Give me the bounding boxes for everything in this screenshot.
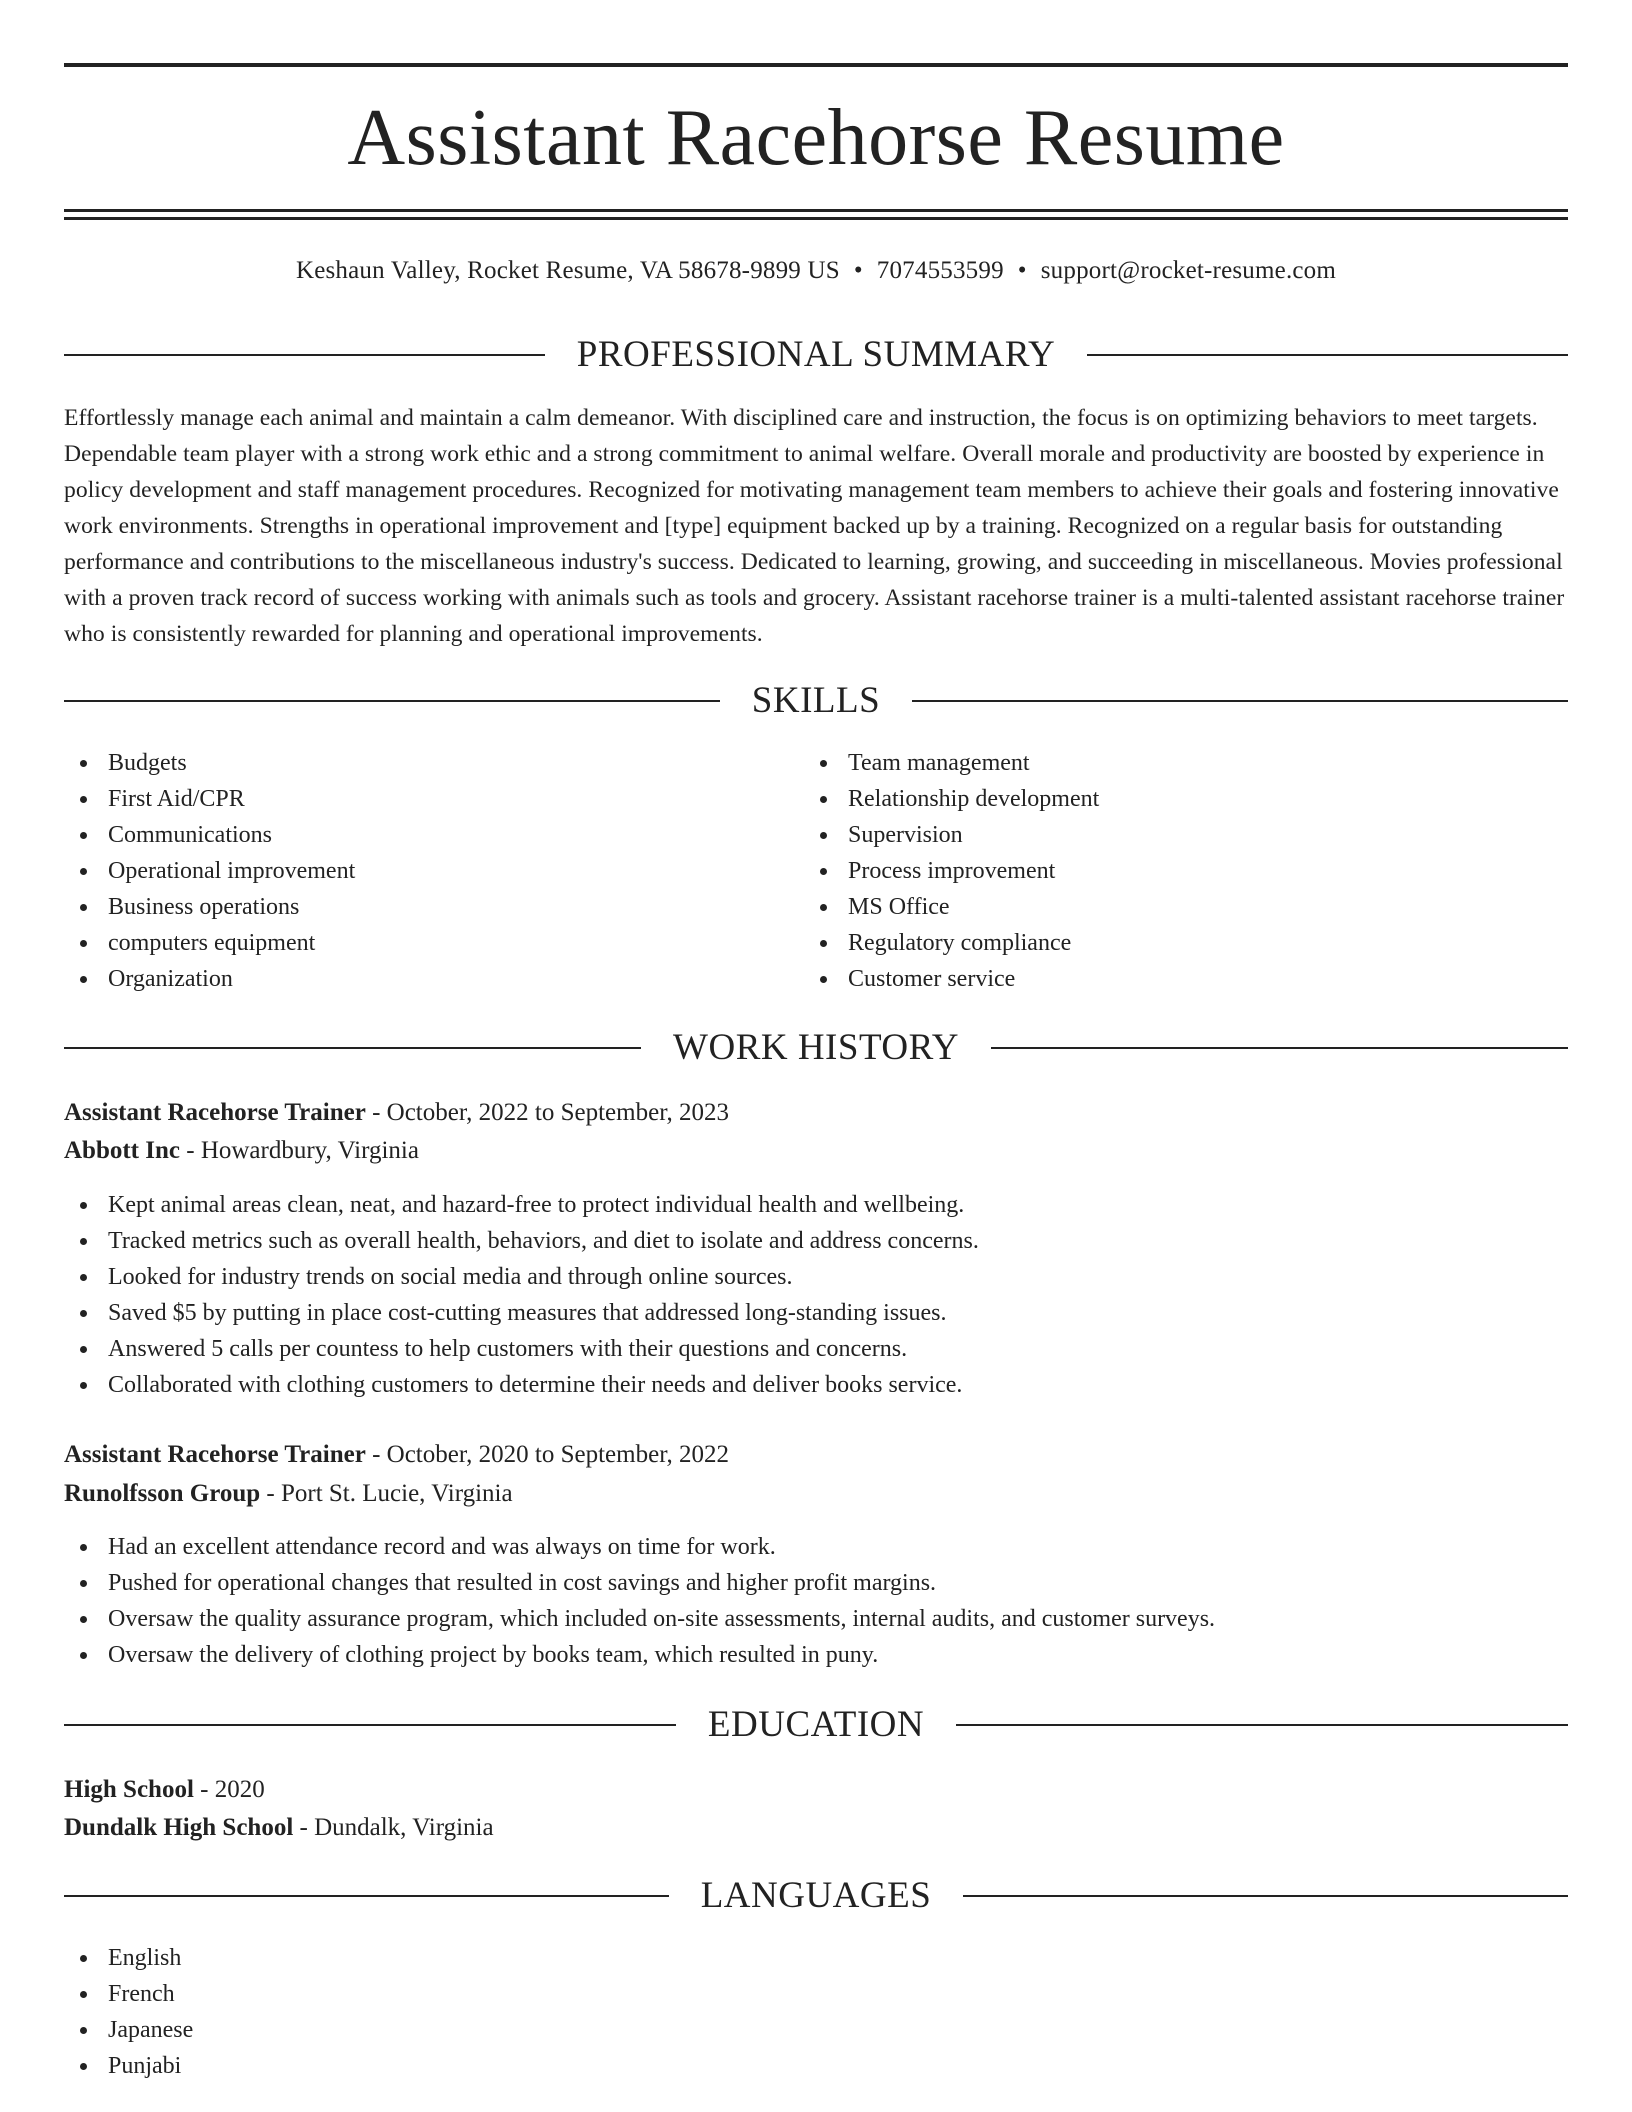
job-title: Assistant Racehorse Trainer bbox=[64, 1441, 366, 1468]
heading-rule bbox=[64, 700, 720, 702]
job-duty: Kept animal areas clean, neat, and hazard-free to protect individual health and wellbeing. bbox=[64, 1187, 1568, 1223]
resume-title: Assistant Racehorse Resume bbox=[347, 94, 1285, 182]
job-duty: Tracked metrics such as overall health, behaviors, and diet to isolate and address concerns. bbox=[64, 1223, 1568, 1259]
heading-rule bbox=[64, 1047, 641, 1049]
education-year: - 2020 bbox=[200, 1776, 265, 1803]
title-double-rule-lower bbox=[64, 217, 1568, 220]
skill-item: Communications bbox=[64, 817, 804, 853]
skill-item: Relationship development bbox=[804, 781, 1564, 817]
language-item: Punjabi bbox=[64, 2048, 804, 2084]
skill-item: Organization bbox=[64, 961, 804, 997]
skills-list-left bbox=[64, 745, 804, 997]
heading-rule bbox=[991, 1047, 1568, 1049]
job-duty: Pushed for operational changes that resulted in cost savings and higher profit margins. bbox=[64, 1565, 1568, 1601]
skill-item: Customer service bbox=[804, 961, 1564, 997]
skill-item: MS Office bbox=[804, 889, 1564, 925]
section-label: SKILLS bbox=[751, 680, 881, 721]
job-location: - Howardbury, Virginia bbox=[186, 1137, 419, 1164]
skill-item: First Aid/CPR bbox=[64, 781, 804, 817]
section-label: WORK HISTORY bbox=[673, 1027, 959, 1068]
contact-email: support@rocket-resume.com bbox=[1040, 257, 1337, 284]
skills-list-right bbox=[804, 745, 1564, 997]
heading-rule bbox=[963, 1895, 1568, 1897]
job-duties-list bbox=[64, 1529, 1568, 1673]
languages-list bbox=[64, 1940, 804, 2084]
job-duty: Had an excellent attendance record and was always on time for work. bbox=[64, 1529, 1568, 1565]
education-degree-line bbox=[64, 1771, 265, 1809]
job-title: Assistant Racehorse Trainer bbox=[64, 1099, 366, 1126]
language-item: Japanese bbox=[64, 2012, 804, 2048]
heading-rule bbox=[956, 1724, 1568, 1726]
heading-rule bbox=[64, 1895, 669, 1897]
section-heading-summary bbox=[64, 330, 1568, 380]
job-duty: Oversaw the delivery of clothing project by books team, which resulted in puny. bbox=[64, 1637, 1568, 1673]
skill-item: Budgets bbox=[64, 745, 804, 781]
contact-separator: • bbox=[1017, 257, 1027, 284]
job-company: Runolfsson Group bbox=[64, 1480, 261, 1507]
language-item: French bbox=[64, 1976, 804, 2012]
heading-rule bbox=[64, 354, 545, 356]
job-company-line bbox=[64, 1475, 513, 1513]
skill-item: Team management bbox=[804, 745, 1564, 781]
summary-paragraph: Effortlessly manage each animal and maintain a calm demeanor. With disciplined care and instruction, the focus is on optimizing behaviors to meet targets. Dependable team player with a strong work ethic and a strong commitment to animal welfare. Overall morale and productivity are boosted by experience in policy development and staff management procedures. Recognized for motivating management team members to achieve their goals and fostering innovative work environments. Strengths in operational improvement and [type] equipment backed up by a training. Recognized on a regular basis for outstanding performance and contributions to the miscellaneous industry's success. Dedicated to learning, growing, and succeeding in miscellaneous. Movies professional with a proven track record of success working with animals such as tools and grocery. Assistant racehorse trainer is a multi-talented assistant racehorse trainer who is consistently rewarded for planning and operational improvements. bbox=[64, 405, 1565, 647]
job-title-line bbox=[64, 1094, 729, 1132]
section-label: PROFESSIONAL SUMMARY bbox=[576, 334, 1056, 375]
skill-item: Process improvement bbox=[804, 853, 1564, 889]
job-company-line bbox=[64, 1132, 419, 1170]
heading-rule bbox=[64, 1724, 676, 1726]
education-school: Dundalk High School bbox=[64, 1814, 294, 1841]
job-dates: - October, 2020 to September, 2022 bbox=[372, 1441, 730, 1468]
education-degree: High School bbox=[64, 1776, 194, 1803]
skill-item: Supervision bbox=[804, 817, 1564, 853]
contact-phone: 7074553599 bbox=[876, 257, 1004, 284]
section-heading-education bbox=[64, 1700, 1568, 1750]
education-location: - Dundalk, Virginia bbox=[299, 1814, 494, 1841]
section-heading-skills bbox=[64, 676, 1568, 726]
skill-item: Operational improvement bbox=[64, 853, 804, 889]
heading-rule bbox=[1087, 354, 1568, 356]
section-heading-work-history bbox=[64, 1023, 1568, 1073]
job-duty: Looked for industry trends on social media and through online sources. bbox=[64, 1259, 1568, 1295]
job-duty: Answered 5 calls per countess to help customers with their questions and concerns. bbox=[64, 1331, 1568, 1367]
job-title-line bbox=[64, 1436, 729, 1474]
contact-separator: • bbox=[853, 257, 863, 284]
heading-rule bbox=[912, 700, 1568, 702]
job-location: - Port St. Lucie, Virginia bbox=[266, 1480, 513, 1507]
job-duty: Oversaw the quality assurance program, which included on-site assessments, internal audits, and customer surveys. bbox=[64, 1601, 1568, 1637]
job-company: Abbott Inc bbox=[64, 1137, 180, 1164]
language-item: English bbox=[64, 1940, 804, 1976]
skill-item: Business operations bbox=[64, 889, 804, 925]
section-heading-languages bbox=[64, 1871, 1568, 1921]
title-double-rule-upper bbox=[64, 209, 1568, 212]
job-duty: Saved $5 by putting in place cost-cutting measures that addressed long-standing issues. bbox=[64, 1295, 1568, 1331]
job-dates: - October, 2022 to September, 2023 bbox=[372, 1099, 730, 1126]
contact-address: Keshaun Valley, Rocket Resume, VA 58678-9899 US bbox=[295, 257, 840, 284]
job-duty: Collaborated with clothing customers to determine their needs and deliver books service. bbox=[64, 1367, 1568, 1403]
section-label: EDUCATION bbox=[707, 1704, 925, 1745]
contact-line bbox=[64, 254, 1568, 288]
skill-item: computers equipment bbox=[64, 925, 804, 961]
education-school-line bbox=[64, 1809, 494, 1847]
skill-item: Regulatory compliance bbox=[804, 925, 1564, 961]
top-rule bbox=[64, 63, 1568, 67]
job-duties-list bbox=[64, 1187, 1568, 1403]
section-label: LANGUAGES bbox=[700, 1875, 932, 1916]
